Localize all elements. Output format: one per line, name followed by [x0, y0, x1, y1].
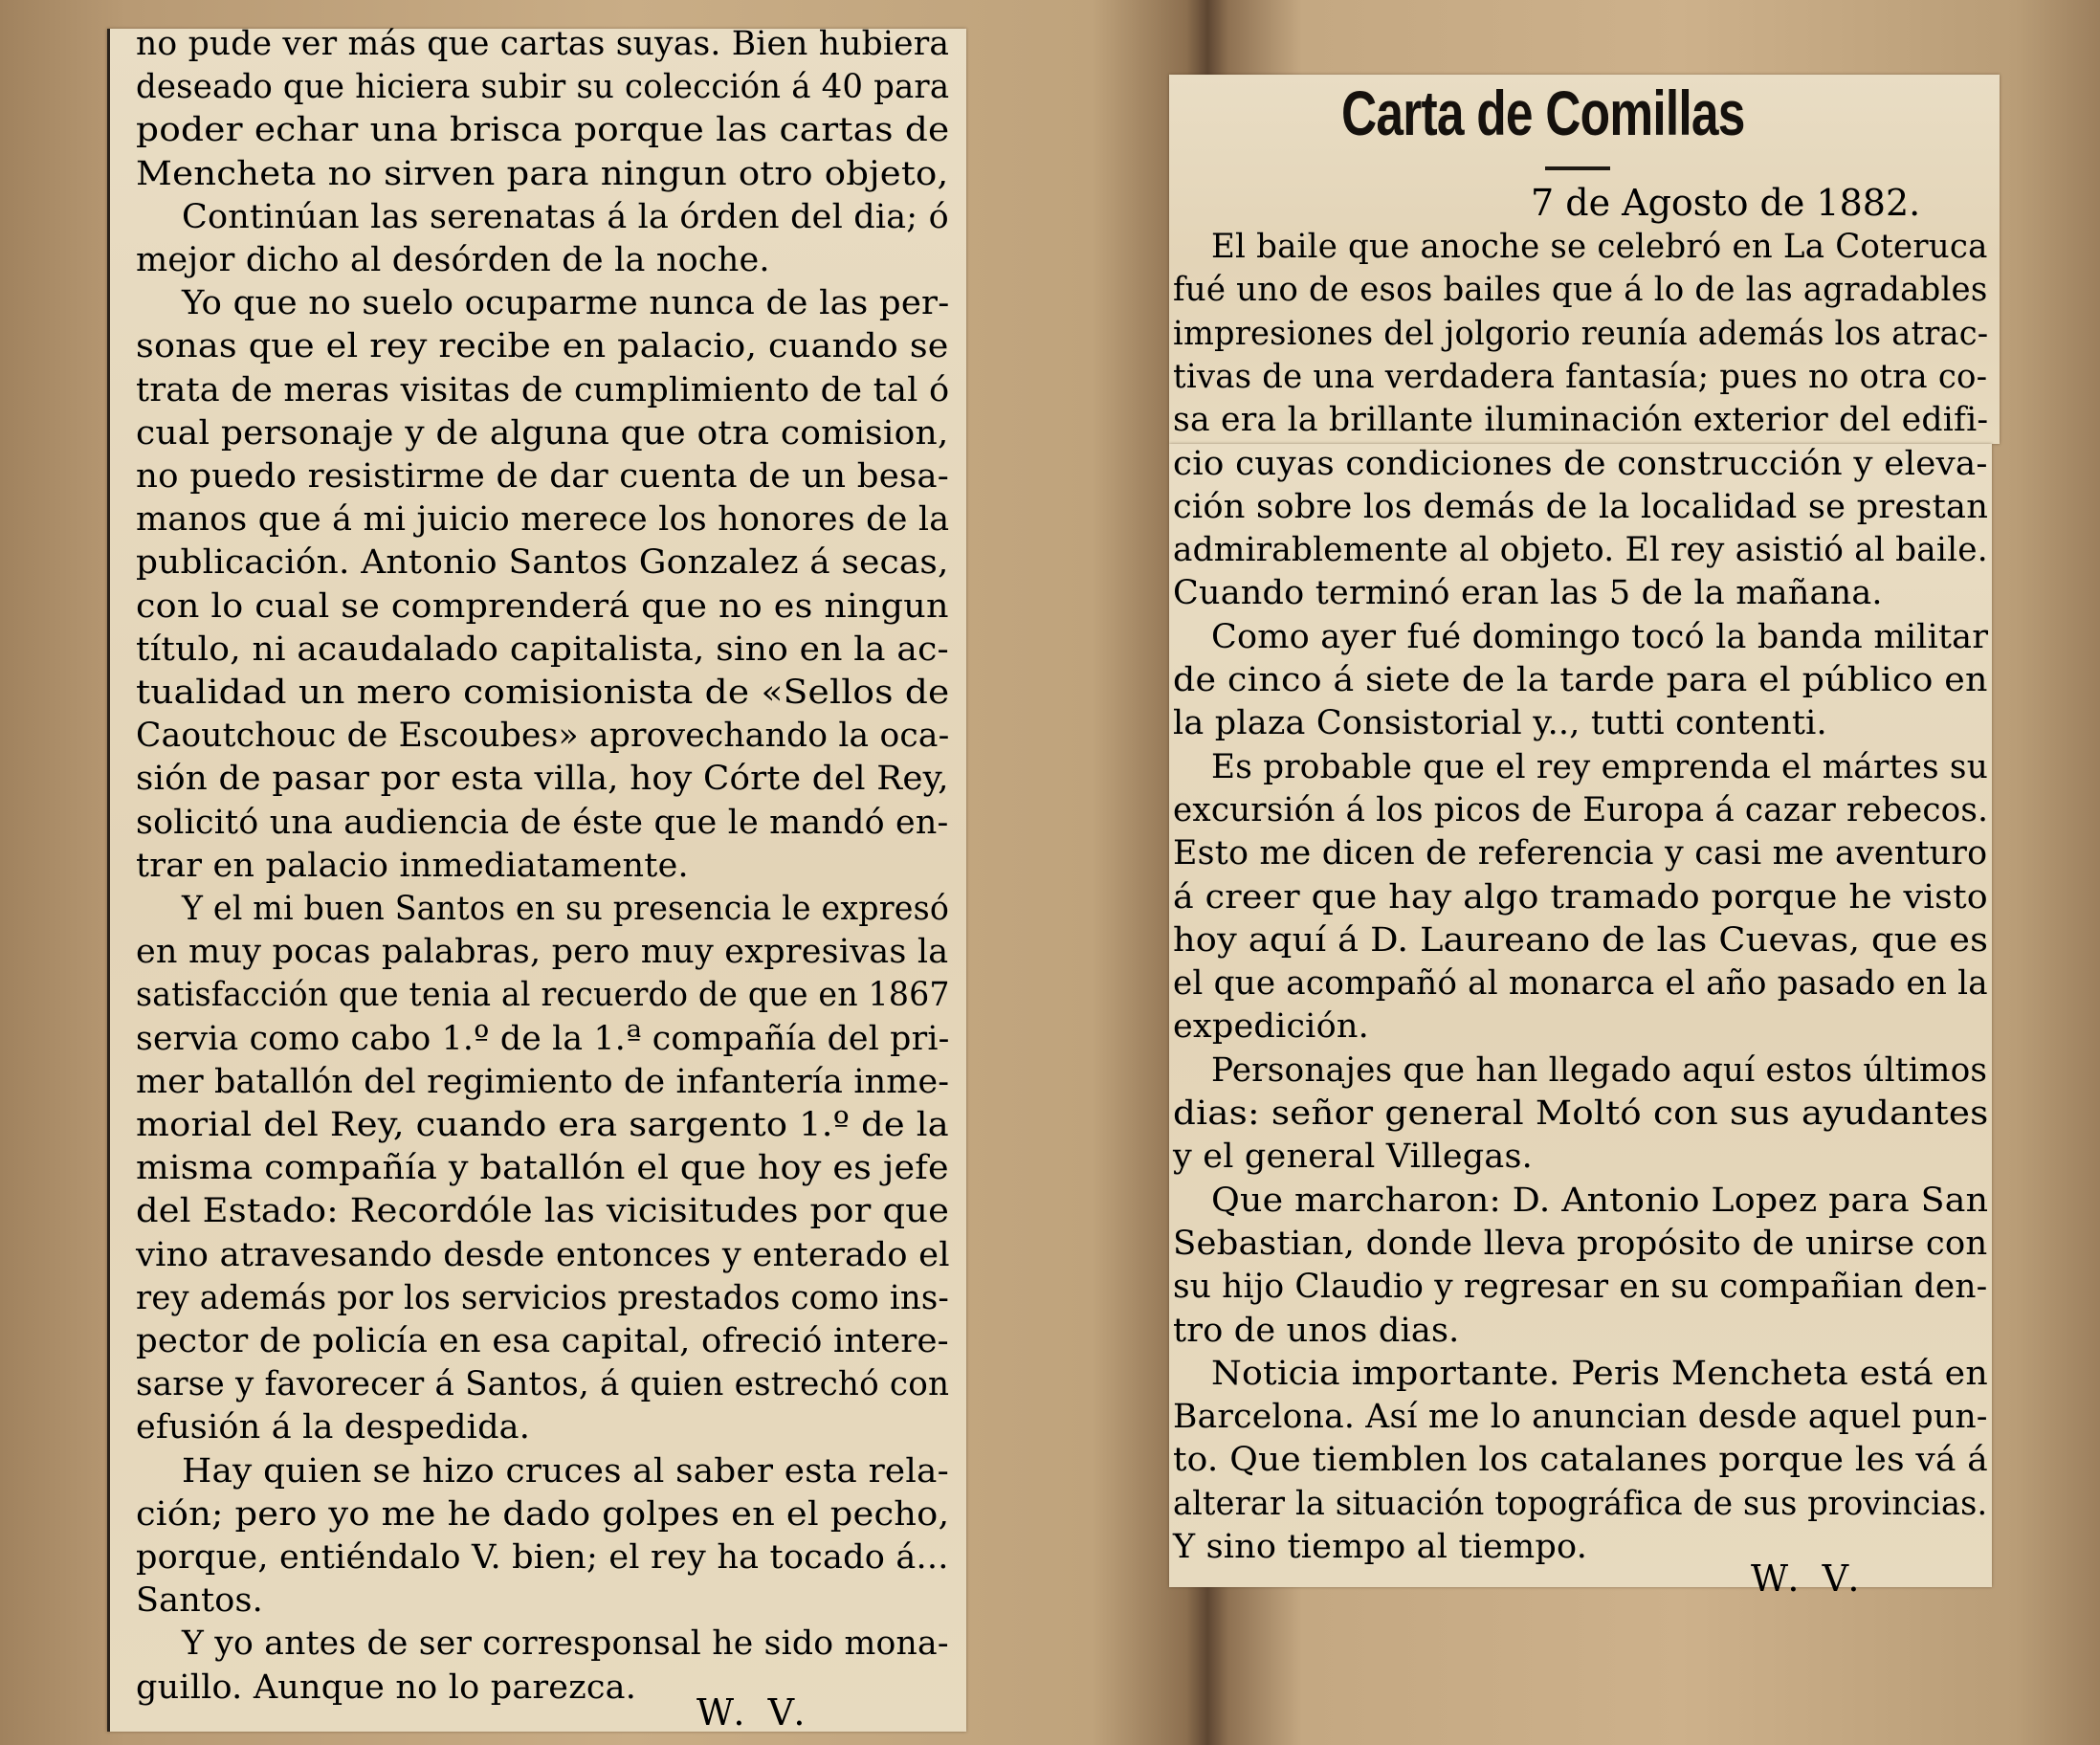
text-line: satisfacción que tenia al recuerdo de que en 1867: [136, 976, 950, 1015]
text-line: misma compañía y batallón el que hoy es jefe: [136, 1149, 949, 1188]
text-line: Sebastian, donde lleva propósito de unirse con: [1173, 1224, 1988, 1263]
text-line: Es probable que el rey emprenda el mártes su: [1211, 747, 1988, 786]
right-signature: W. V.: [1751, 1557, 1866, 1600]
text-line: ción; pero yo me he dado golpes en el pecho,: [136, 1494, 950, 1534]
text-line: expedición.: [1173, 1007, 1369, 1047]
text-line: Personajes que han llegado aquí estos últimos: [1211, 1050, 1988, 1090]
text-line: no pude ver más que cartas suyas. Bien hubiera: [136, 25, 950, 63]
text-line: pector de policía en esa capital, ofreció intere-: [136, 1322, 949, 1360]
text-line: Continúan las serenatas á la órden del dia; ó: [182, 197, 949, 236]
text-line: título, ni acaudalado capitalista, sino en la ac-: [136, 630, 949, 669]
text-line: hoy aquí á D. Laureano de las Cuevas, que es: [1173, 920, 1989, 960]
text-line: cual personaje y de alguna que otra comision,: [136, 413, 949, 453]
text-line: ción sobre los demás de la localidad se prestan: [1173, 487, 1989, 526]
text-line: Como ayer fué domingo tocó la banda militar: [1211, 617, 1989, 656]
text-line: Barcelona. Así me lo anuncian desde aquel pun-: [1173, 1398, 1988, 1437]
text-line: mer batallón del regimiento de infantería inme-: [136, 1062, 950, 1101]
text-line: rey además por los servicios prestados como ins-: [136, 1278, 950, 1317]
text-line: publicación. Antonio Santos Gonzalez á secas,: [136, 543, 949, 583]
text-line: poder echar una brisca porque las cartas de: [136, 111, 950, 150]
text-line: porque, entiéndalo V. bien; el rey ha tocado á...: [136, 1538, 949, 1577]
text-line: de cinco á siete de la tarde para el público en: [1173, 661, 1988, 699]
article-date: 7 de Agosto de 1882.: [1531, 182, 1921, 224]
text-line: Noticia importante. Peris Mencheta está en: [1211, 1354, 1988, 1393]
text-line: morial del Rey, cuando era sargento 1.º de la: [136, 1106, 949, 1144]
text-line: Caoutchouc de Escoubes» aprovechando la oca-: [136, 717, 950, 756]
text-line: sonas que el rey recibe en palacio, cuando se: [136, 327, 949, 366]
text-line: Y el mi buen Santos en su presencia le expresó: [182, 890, 950, 928]
text-line: Santos.: [136, 1581, 264, 1621]
text-line: El baile que anoche se celebró en La Coteruca: [1211, 228, 1988, 266]
article-title: Carta de Comillas: [1341, 77, 1745, 148]
text-line: sarse y favorecer á Santos, á quien estrechó con: [136, 1365, 950, 1404]
text-line: cio cuyas condiciones de construcción y eleva-: [1173, 444, 1988, 483]
text-line: del Estado: Recordóle las vicisitudes por que: [136, 1192, 950, 1231]
text-line: tivas de una verdadera fantasía; pues no otra co-: [1173, 357, 1988, 396]
title-rule: [1545, 166, 1610, 170]
text-line: tualidad un mero comisionista de «Sellos de: [136, 674, 950, 712]
text-line: impresiones del jolgorio reunía además los atrac-: [1173, 314, 1989, 353]
text-line: Hay quien se hizo cruces al saber esta rela-: [182, 1451, 949, 1491]
text-line: Y yo antes de ser corresponsal he sido mona-: [182, 1624, 949, 1664]
text-line: vino atravesando desde entonces y enterado el: [136, 1235, 950, 1274]
text-line: tro de unos dias.: [1173, 1311, 1460, 1350]
text-line: la plaza Consistorial y.., tutti contenti.: [1173, 704, 1827, 743]
text-line: alterar la situación topográfica de sus provincias.: [1173, 1484, 1988, 1523]
left-signature: W. V.: [696, 1691, 811, 1734]
text-line: servia como cabo 1.º de la 1.ª compañía del pri-: [136, 1019, 950, 1058]
text-line: dias: señor general Moltó con sus ayudantes: [1173, 1094, 1989, 1133]
text-line: fué uno de esos bailes que á lo de las agradables: [1173, 271, 1988, 310]
text-line: trata de meras visitas de cumplimiento de tal ó: [136, 370, 950, 409]
text-line: el que acompañó al monarca el año pasado en la: [1173, 964, 1988, 1004]
text-line: sión de pasar por esta villa, hoy Córte del Rey,: [136, 760, 949, 799]
text-line: excursión á los picos de Europa á cazar rebecos.: [1173, 790, 1989, 829]
text-line: efusión á la despedida.: [136, 1408, 531, 1447]
text-line: Y sino tiempo al tiempo.: [1173, 1528, 1588, 1566]
text-line: sa era la brillante iluminación exterior del edifi-: [1173, 401, 1989, 440]
text-line: con lo cual se comprenderá que no es ningun: [136, 586, 949, 626]
text-line: solicitó una audiencia de éste que le mandó en-: [136, 803, 949, 842]
text-line: admirablemente al objeto. El rey asistió al baile.: [1173, 531, 1988, 570]
text-line: manos que á mi juicio merece los honores de la: [136, 500, 950, 540]
text-line: á creer que hay algo tramado porque he visto: [1173, 877, 1988, 917]
text-line: mejor dicho al desórden de la noche.: [136, 241, 770, 279]
text-line: guillo. Aunque no lo parezca.: [136, 1668, 637, 1707]
text-line: Yo que no suelo ocuparme nunca de las per-: [182, 284, 950, 323]
text-line: no puedo resistirme de dar cuenta de un besa-: [136, 457, 950, 496]
text-line: Cuando terminó eran las 5 de la mañana.: [1173, 574, 1883, 613]
text-line: Esto me dicen de referencia y casi me aventuro: [1173, 834, 1988, 873]
text-line: to. Que tiemblen los catalanes porque les vá á: [1173, 1441, 1988, 1480]
text-line: en muy pocas palabras, pero muy expresivas la: [136, 933, 949, 972]
text-line: trar en palacio inmediatamente.: [136, 846, 689, 885]
text-line: Mencheta no sirven para ningun otro objeto,: [136, 154, 949, 193]
text-line: deseado que hiciera subir su colección á 40 para: [136, 68, 950, 107]
text-line: su hijo Claudio y regresar en su compañian den-: [1173, 1268, 1988, 1307]
text-line: y el general Villegas.: [1173, 1138, 1533, 1177]
text-line: Que marcharon: D. Antonio Lopez para San: [1211, 1181, 1989, 1220]
